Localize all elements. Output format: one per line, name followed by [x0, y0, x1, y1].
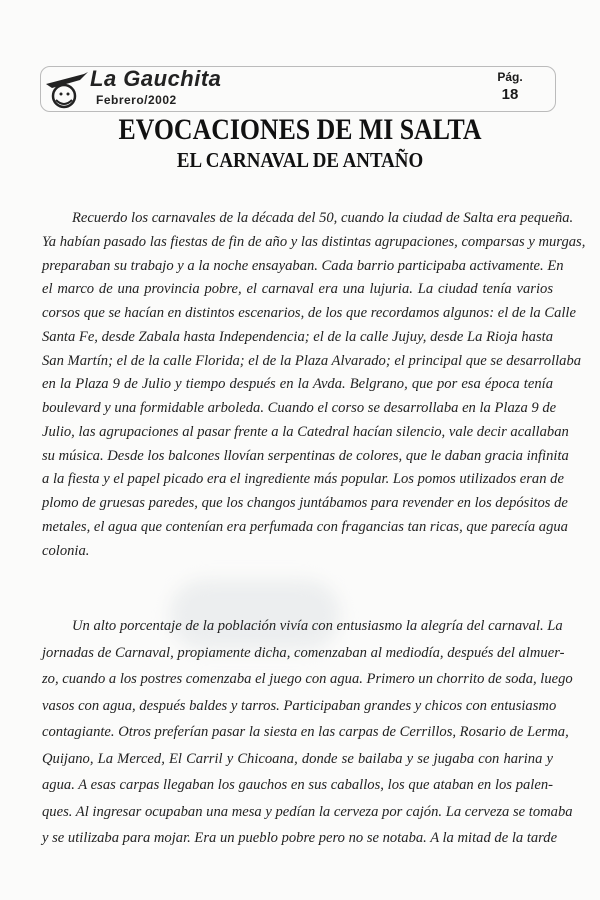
bleed-through-smudge: [170, 580, 340, 650]
text-line: boulevard y una formidable arboleda. Cuando el corso se desarrollaba en la Plaza 9 de: [42, 400, 557, 416]
page-label: Pág.: [497, 70, 523, 84]
text-line: Ya habían pasado las fiestas de fin de año y las distintas agrupaciones, comparsas y murgas,: [42, 233, 586, 250]
text-line: Julio, las agrupaciones al pasar frente a la Catedral hacían silencio, vale decir acallaban: [42, 423, 569, 440]
text-line: zo, cuando a los postres comenzaba el juego con agua. Primero un chorrito de soda, luego: [42, 671, 573, 687]
text-line: y se utilizaba para mojar. Era un pueblo pobre pero no se notaba. A la mitad de la tarde: [42, 830, 558, 846]
text-line: a la fiesta y el papel picado era el ingrediente más popular. Los pomos utilizados eran de: [42, 471, 564, 488]
page-number: 18: [501, 86, 519, 103]
text-line: preparaban su trabajo y a la noche ensayaban. Cada barrio participaba activamente. En: [42, 257, 564, 274]
text-line: plomo de gruesas paredes, que los changos juntábamos para revender en los depósitos de: [42, 495, 568, 511]
text-line: corsos que se hacían en distintos escenarios, de los que recordamos algunos: el de la Calle: [42, 305, 576, 321]
text-line: Un alto porcentaje de la población vivía con entusiasmo la alegría del carnaval. La: [72, 618, 563, 634]
magazine-name: La Gauchita: [90, 66, 222, 91]
gaucho-caricature-icon: [44, 70, 90, 110]
text-line: ques. Al ingresar ocupaban una mesa y pedían la cerveza por cajón. La cerveza se tomaba: [42, 803, 573, 820]
text-line: San Martín; el de la calle Florida; el de la Plaza Alvarado; el principal que se desarrollaba: [42, 352, 582, 369]
text-line: en la Plaza 9 de Julio y tiempo después en la Avda. Belgrano, que por esa época tenía: [42, 376, 553, 393]
text-line: Quijano, La Merced, El Carril y Chicoana, donde se bailaba y se jugaba con harina y: [42, 750, 553, 767]
article-subtitle: EL CARNAVAL DE ANTAÑO: [176, 148, 424, 172]
text-line: el marco de una provincia pobre, el carnaval era una lujuria. La ciudad tenía varios: [42, 281, 553, 298]
text-line: Santa Fe, desde Zabala hasta Independencia; el de la calle Jujuy, desde La Rioja hasta: [42, 328, 553, 345]
text-line: agua. A esas carpas llegaban los gauchos en sus caballos, los que ataban en los palen-: [42, 777, 553, 793]
text-line: Recuerdo los carnavales de la década del 50, cuando la ciudad de Salta era pequeña.: [72, 210, 574, 226]
text-line: metales, el agua que contenían era perfumada con fragancias tan ricas, que parecía agua: [42, 518, 568, 535]
text-line: vasos con agua, después baldes y tarros. Participaban grandes y chicos con entusiasmo: [42, 697, 557, 714]
article-title: EVOCACIONES DE MI SALTA: [118, 113, 482, 146]
text-line: jornadas de Carnaval, propiamente dicha, comenzaban al mediodía, después del almuer-: [42, 644, 565, 661]
text-line: contagiante. Otros preferían pasar la siesta en las carpas de Cerrillos, Rosario de Lerma,: [42, 724, 569, 740]
text-line: su música. Desde los balcones llovían serpentinas de colores, que le daban gracia infinita: [42, 447, 569, 464]
issue-date: Febrero/2002: [96, 93, 177, 107]
text-line: colonia.: [42, 542, 90, 559]
